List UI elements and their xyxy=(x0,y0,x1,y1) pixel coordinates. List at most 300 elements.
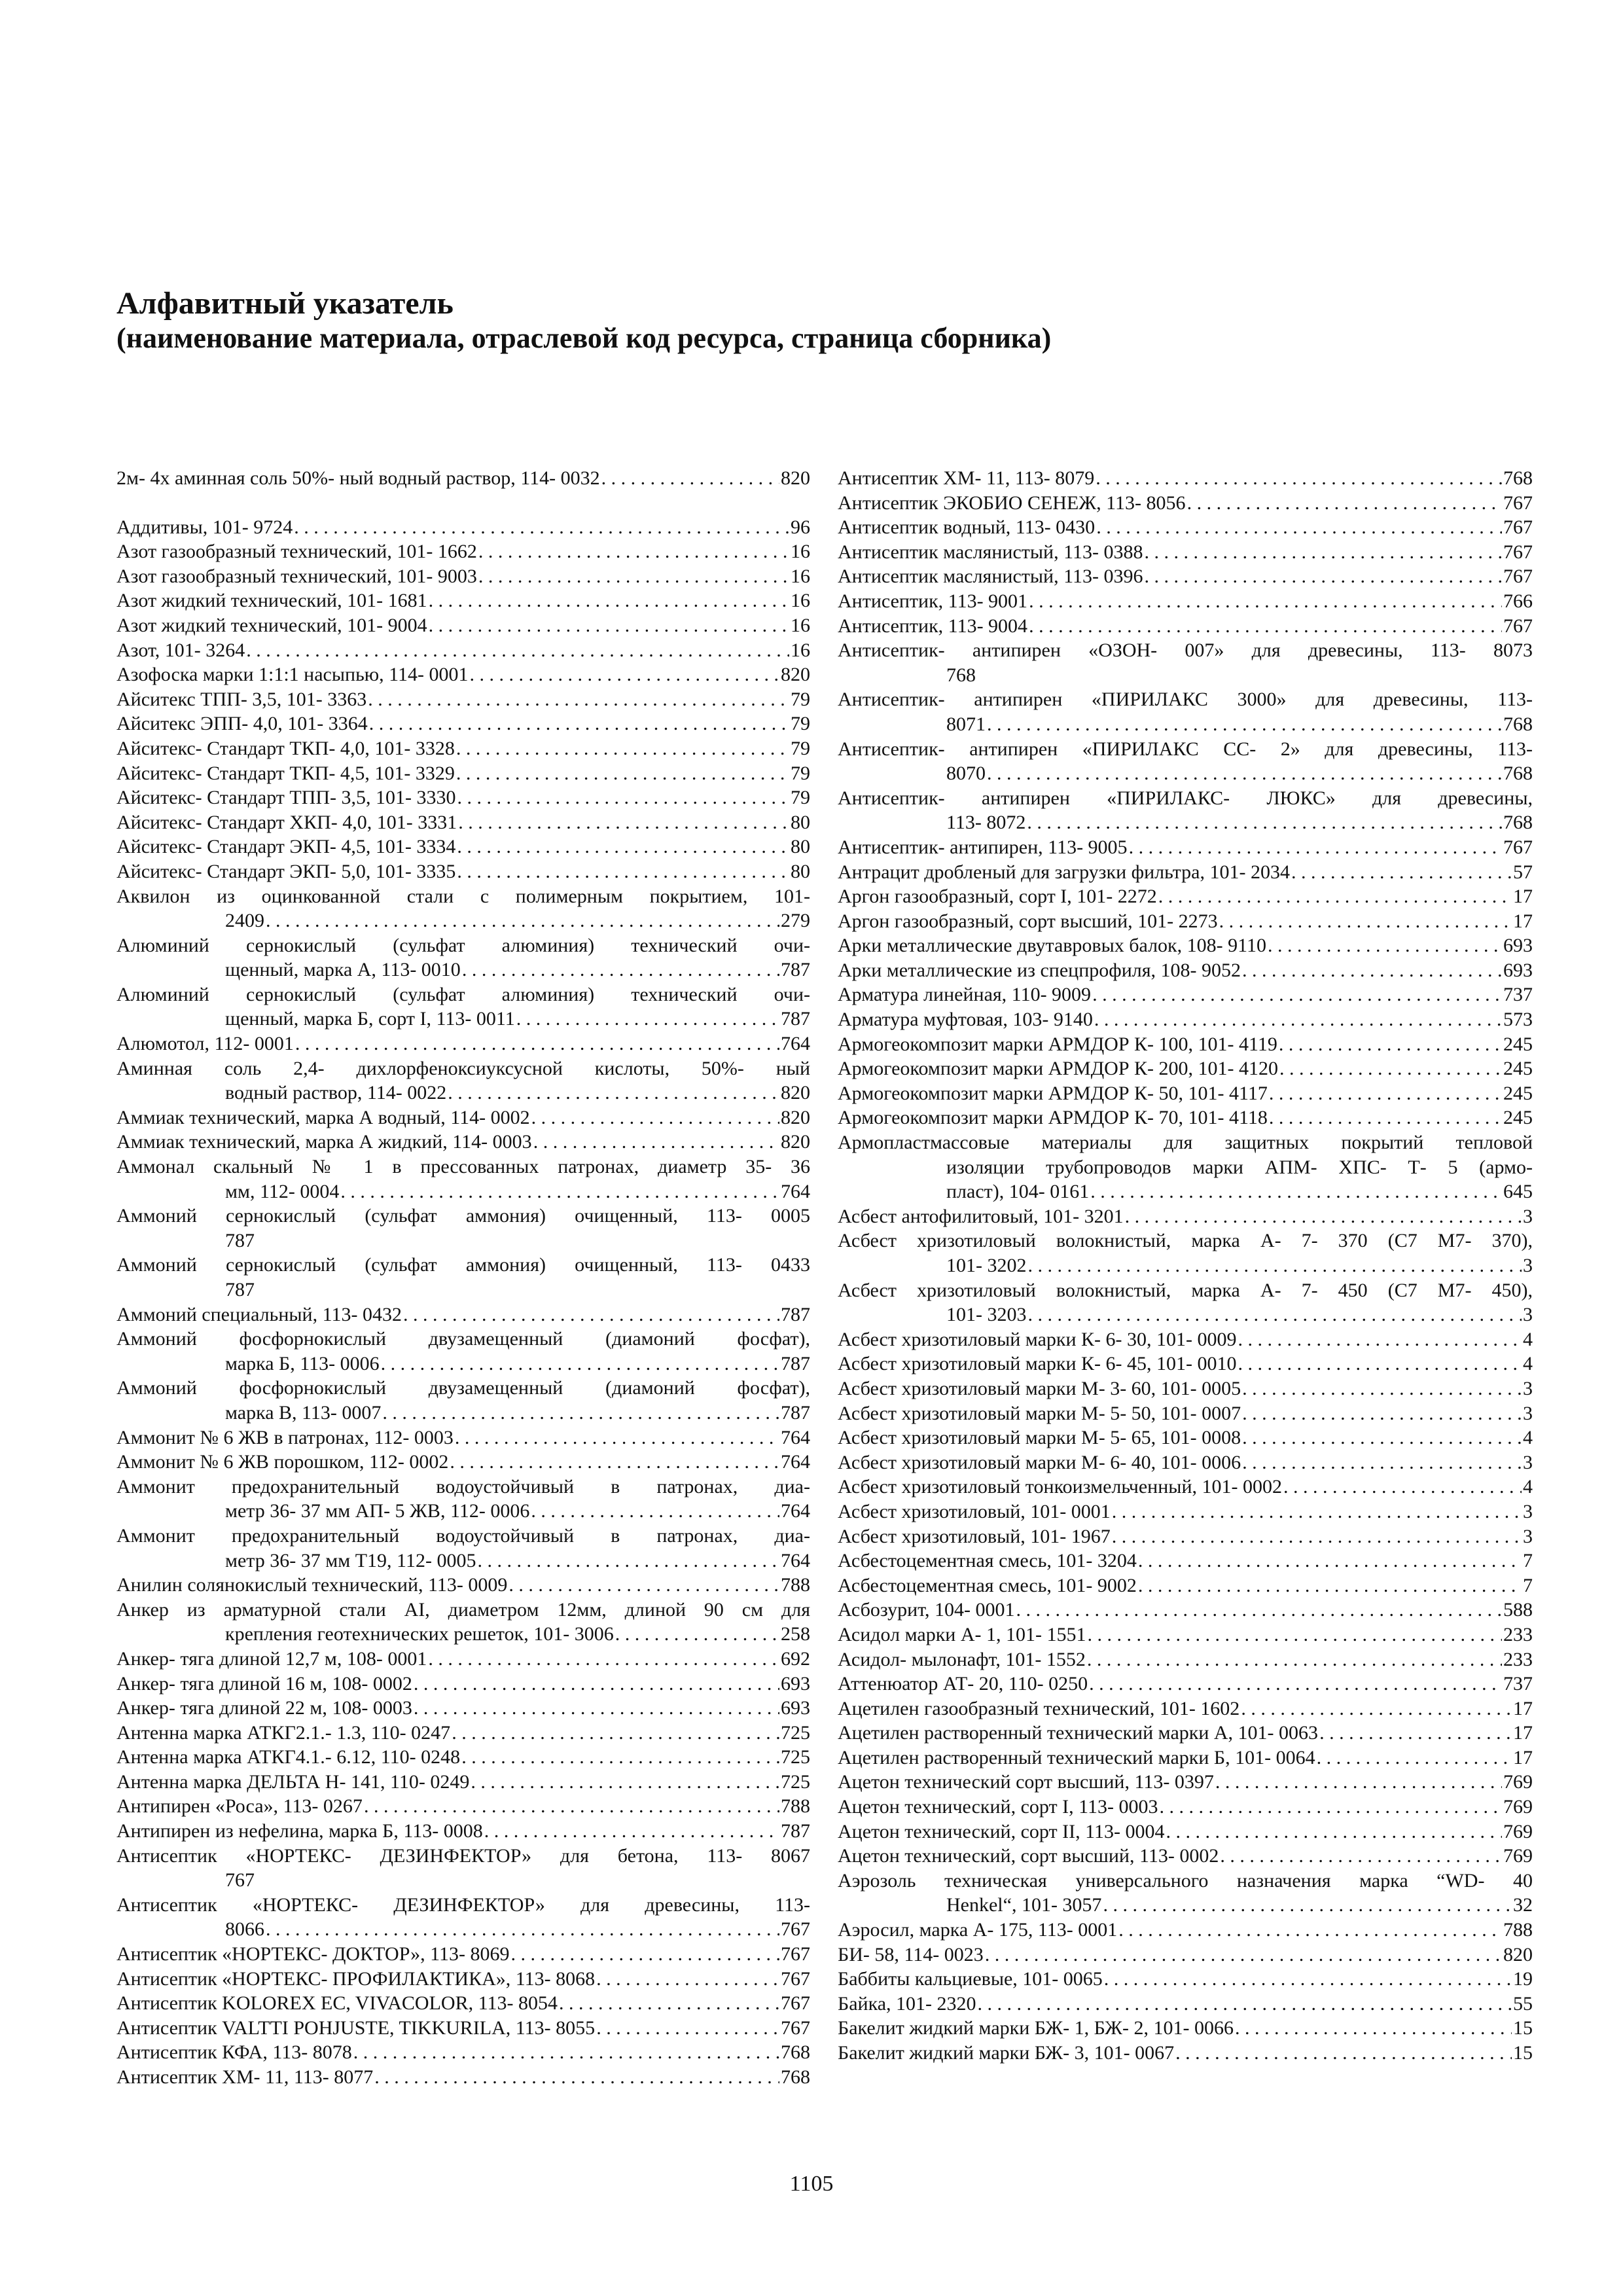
index-entry-text: Айситекс- Стандарт ТКП- 4,5, 101- 3329 xyxy=(116,762,455,784)
index-entry xyxy=(838,1820,1533,1844)
dot-leader xyxy=(369,711,789,736)
index-entry-text: марка Б, 113- 0006 xyxy=(225,1352,380,1374)
index-entry-text: Асбестоцементная смесь, 101- 9002 xyxy=(838,1574,1137,1596)
index-entry-line xyxy=(838,1401,1533,1426)
dot-leader xyxy=(266,1917,779,1942)
index-entry xyxy=(838,909,1533,934)
index-column-left xyxy=(116,466,810,2090)
index-entry-page: 768 xyxy=(781,2041,810,2064)
index-entry xyxy=(116,1967,810,1992)
index-entry-line xyxy=(838,860,1533,885)
index-entry-page: 725 xyxy=(781,1746,810,1768)
index-entry-line xyxy=(838,1844,1533,1869)
dot-leader xyxy=(294,515,789,540)
index-entry-page: 693 xyxy=(1503,959,1533,981)
dot-leader xyxy=(615,1622,779,1647)
index-entry xyxy=(838,687,1533,736)
index-entry xyxy=(116,539,810,564)
index-entry-text: Алюмотол, 112- 0001 xyxy=(116,1033,294,1055)
dot-leader xyxy=(1144,540,1502,565)
dot-leader xyxy=(470,662,779,687)
index-entry-page: 768 xyxy=(781,2066,810,2088)
index-entry-page: 80 xyxy=(791,836,810,858)
index-entry-page: 245 xyxy=(1503,1107,1533,1129)
dot-leader xyxy=(1129,835,1502,860)
dot-leader xyxy=(429,588,789,613)
index-entry-text: водный раствор, 114- 0022 xyxy=(225,1082,447,1104)
index-entry-text: 101- 3203 xyxy=(946,1304,1027,1326)
index-entry-text: Антисептик VALTTI POHJUSTE, TIKKURILA, 113- 8055 xyxy=(116,2017,596,2039)
index-entry-page: 55 xyxy=(1513,1992,1533,2015)
index-entry-line xyxy=(838,1327,1533,1352)
dot-leader xyxy=(516,1007,779,1031)
index-entry-line xyxy=(838,933,1533,958)
index-entry xyxy=(116,1130,810,1155)
index-entry-line: Армопластмассовые материалы для защитных покрытий тепловой xyxy=(838,1132,1533,1154)
index-entry xyxy=(116,761,810,786)
index-entry-page: 692 xyxy=(781,1647,810,1670)
index-entry-page: 4 xyxy=(1523,1427,1533,1449)
index-entry xyxy=(838,1524,1533,1549)
dot-leader xyxy=(478,564,789,589)
index-entry-text: Аттенюатор АТ- 20, 110- 0250 xyxy=(838,1673,1088,1695)
index-entry xyxy=(116,982,810,1031)
index-entry-page: 769 xyxy=(1503,1771,1533,1793)
dot-leader xyxy=(457,785,789,810)
index-entry-text: Байка, 101- 2320 xyxy=(838,1992,976,2015)
index-entry-page: 766 xyxy=(1503,590,1533,612)
dot-leader xyxy=(455,1426,779,1450)
index-entry-text: 8071 xyxy=(946,713,986,735)
index-entry xyxy=(838,1869,1533,1918)
dot-leader xyxy=(1016,1598,1502,1623)
index-entry-text: щенный, марка А, 113- 0010 xyxy=(225,959,461,981)
index-entry xyxy=(116,1672,810,1696)
index-entry-page: 7 xyxy=(1523,1550,1533,1572)
index-entry-text: Арки металлические двутавровых балок, 108- 9110 xyxy=(838,935,1267,957)
dot-leader xyxy=(374,2065,779,2090)
index-entry-text: Азот жидкий технический, 101- 9004 xyxy=(116,614,427,636)
index-entry xyxy=(116,1450,810,1475)
index-entry xyxy=(838,737,1533,786)
index-entry-line xyxy=(116,1130,810,1155)
index-entry-line xyxy=(838,1105,1533,1130)
index-column-right xyxy=(838,466,1533,2066)
index-entry-text: Антисептик KOLOREX EC, VIVACOLOR, 113- 8054 xyxy=(116,1992,558,2015)
dot-leader xyxy=(1028,1253,1522,1278)
index-entry-line xyxy=(116,1031,810,1056)
index-entry-text: 101- 3202 xyxy=(946,1255,1027,1276)
index-entry-line xyxy=(838,589,1533,614)
dot-leader xyxy=(1144,564,1502,589)
index-entry xyxy=(116,687,810,712)
index-entry-line: Аммонит предохранительный водоустойчивый в патронах, диа- xyxy=(116,1524,810,1547)
index-entry-text: Асбест хризотиловый тонкоизмельченный, 101- 0002 xyxy=(838,1476,1282,1498)
dot-leader xyxy=(456,761,789,786)
index-entry-line: Алюминий сернокислый (сульфат алюминия) технический очи- xyxy=(116,934,810,956)
index-entry-text: метр 36- 37 мм АП- 5 ЖВ, 112- 0006 xyxy=(225,1500,530,1522)
index-entry-text: Ацетилен газообразный технический, 101- 1602 xyxy=(838,1697,1240,1719)
index-entry-line xyxy=(838,1426,1533,1450)
index-entry-line: Асбест хризотиловый волокнистый, марка А- 7- 450 (С7 М7- 450), xyxy=(838,1279,1533,1301)
index-entry-text: Асбест хризотиловый марки К- 6- 30, 101- 0009 xyxy=(838,1328,1237,1350)
index-entry-page: 80 xyxy=(791,860,810,882)
dot-leader xyxy=(596,2016,779,2041)
index-entry-page: 4 xyxy=(1523,1328,1533,1350)
dot-leader xyxy=(987,712,1502,737)
index-entry-text: Антисептик- антипирен, 113- 9005 xyxy=(838,836,1128,858)
index-entry-line: Аммоний сернокислый (сульфат аммония) очищенный, 113- 0005 xyxy=(116,1205,810,1227)
dot-leader xyxy=(1238,1352,1522,1376)
index-entry-page: 3 xyxy=(1523,1205,1533,1227)
index-entry-line xyxy=(116,1745,810,1770)
index-entry-line xyxy=(116,2016,810,2041)
dot-leader xyxy=(340,1179,779,1204)
index-entry xyxy=(838,1943,1533,1967)
dot-leader xyxy=(462,958,779,982)
index-entry-line xyxy=(116,1917,810,1942)
index-entry-text: Асбест хризотиловый марки М- 5- 65, 101- 0008 xyxy=(838,1427,1241,1449)
index-entry-text: Азот газообразный технический, 101- 1662 xyxy=(116,541,477,563)
index-entry xyxy=(838,1352,1533,1376)
index-entry-line xyxy=(838,466,1533,491)
index-entry-text: Антисептик, 113- 9004 xyxy=(838,615,1028,637)
index-entry-page: 820 xyxy=(781,1106,810,1128)
dot-leader xyxy=(1279,1056,1502,1081)
index-entry-text: Азофоска марки 1:1:1 насыпью, 114- 0001 xyxy=(116,664,469,686)
index-entry xyxy=(116,1770,810,1795)
index-entry-page: 764 xyxy=(781,1500,810,1522)
index-entry-text: Асбест хризотиловый марки М- 3- 60, 101- 0005 xyxy=(838,1377,1241,1399)
index-entry xyxy=(116,466,810,491)
index-entry-page: 96 xyxy=(791,516,810,538)
index-entry-page: 764 xyxy=(781,1426,810,1448)
index-entry-line xyxy=(838,1598,1533,1623)
index-entry-text: Баббиты кальциевые, 101- 0065 xyxy=(838,1968,1103,1990)
dot-leader xyxy=(1269,1081,1502,1106)
dot-leader xyxy=(1242,1376,1522,1401)
index-entry-text: Асбест хризотиловый марки М- 6- 40, 101- 0006 xyxy=(838,1451,1241,1473)
index-entry xyxy=(838,564,1533,589)
index-entry-line xyxy=(838,1032,1533,1057)
index-entry-line: Антисептик «НОРТЕКС- ДЕЗИНФЕКТОР» для бетона, 113- 8067 xyxy=(116,1844,810,1867)
index-entry-line xyxy=(116,711,810,736)
index-entry-line: Антисептик- антипирен «ПИРИЛАКС- ЛЮКС» для древесины, xyxy=(838,787,1533,809)
index-entry-text: Антипирен из нефелина, марка Б, 113- 0008 xyxy=(116,1820,483,1842)
index-entry-page: 787 xyxy=(225,1279,255,1300)
index-entry-page: 769 xyxy=(1503,1845,1533,1867)
dot-leader xyxy=(484,1819,779,1844)
index-entry xyxy=(838,2041,1533,2066)
index-entry-line xyxy=(116,1770,810,1795)
index-entry-line xyxy=(838,1721,1533,1746)
index-entry xyxy=(838,614,1533,639)
index-entry xyxy=(838,1795,1533,1820)
index-entry-text: Асидол- мылонафт, 101- 1552 xyxy=(838,1648,1086,1670)
dot-leader xyxy=(508,1573,779,1598)
dot-leader xyxy=(1029,614,1502,639)
index-entry-page: 768 xyxy=(946,664,976,686)
index-entry-line xyxy=(838,1992,1533,2017)
index-entry xyxy=(116,1745,810,1770)
index-entry-line xyxy=(838,1081,1533,1106)
index-entry xyxy=(838,1032,1533,1057)
index-entry xyxy=(838,515,1533,540)
index-entry xyxy=(116,1327,810,1376)
index-entry-page: 737 xyxy=(1503,1673,1533,1695)
dot-leader xyxy=(457,859,789,884)
index-entry-line xyxy=(116,662,810,687)
dot-leader xyxy=(1242,1426,1522,1450)
index-entry-page: 3 xyxy=(1523,1451,1533,1473)
dot-leader xyxy=(1087,1647,1502,1672)
dot-leader xyxy=(1090,1179,1502,1204)
dot-leader xyxy=(403,1302,779,1327)
index-entry-line xyxy=(116,1302,810,1327)
index-entry-text: Айситекс ЭПП- 4,0, 101- 3364 xyxy=(116,713,368,735)
index-entry-line xyxy=(116,687,810,712)
index-entry-line xyxy=(116,613,810,638)
index-entry-line xyxy=(838,515,1533,540)
index-entry-line xyxy=(838,1918,1533,1943)
index-entry-line xyxy=(838,1204,1533,1229)
index-entry-line xyxy=(116,1450,810,1475)
dot-leader xyxy=(1269,1105,1502,1130)
index-entry-text: БИ- 58, 114- 0023 xyxy=(838,1943,984,1965)
index-entry-line xyxy=(116,810,810,835)
index-entry-line xyxy=(838,1056,1533,1081)
index-entry xyxy=(116,1696,810,1721)
index-entry-page: 787 xyxy=(225,1229,255,1251)
index-entry xyxy=(838,1746,1533,1770)
index-entry-page: 725 xyxy=(781,1721,810,1744)
index-entry xyxy=(838,1450,1533,1475)
index-entry xyxy=(838,1672,1533,1696)
index-entry xyxy=(116,1031,810,1056)
index-entry-line xyxy=(116,958,810,982)
index-entry-page: 820 xyxy=(781,664,810,686)
index-entry xyxy=(116,1105,810,1130)
index-entry-text: Азот жидкий технический, 101- 1681 xyxy=(116,590,427,612)
dot-leader xyxy=(1094,1007,1502,1032)
index-entry-line xyxy=(838,1696,1533,1721)
index-entry-line xyxy=(116,1007,810,1031)
index-entry-line: Аминная соль 2,4- дихлорфеноксиуксусной кислоты, 50%- ный xyxy=(116,1057,810,1079)
index-entry-text: Антисептик маслянистый, 113- 0396 xyxy=(838,565,1143,588)
page-subtitle: (наименование материала, отраслевой код ресурса, страница сборника) xyxy=(116,322,1052,354)
index-entry-line xyxy=(116,1401,810,1426)
dot-leader xyxy=(1125,1204,1522,1229)
index-entry-text: Аммонит № 6 ЖВ в патронах, 112- 0003 xyxy=(116,1426,454,1448)
index-entry-line xyxy=(838,1376,1533,1401)
index-entry-line xyxy=(838,1475,1533,1499)
dot-leader xyxy=(1029,589,1502,614)
index-entry xyxy=(116,1475,810,1524)
index-entry-line xyxy=(838,1943,1533,1967)
dot-leader xyxy=(1096,466,1502,491)
index-entry-text: Антисептик КФА, 113- 8078 xyxy=(116,2041,352,2064)
index-entry xyxy=(116,810,810,835)
index-entry-text: Антрацит дробленый для загрузки фильтра, 101- 2034 xyxy=(838,861,1290,883)
index-entry-page: 15 xyxy=(1513,2042,1533,2064)
dot-leader xyxy=(533,1130,779,1155)
dot-leader xyxy=(1092,982,1502,1007)
index-entry xyxy=(116,1426,810,1450)
index-entry xyxy=(838,491,1533,516)
dot-leader xyxy=(1215,1770,1502,1795)
index-entry-text: Аммонит № 6 ЖВ порошком, 112- 0002 xyxy=(116,1451,449,1473)
index-entry-line xyxy=(116,1499,810,1524)
dot-leader xyxy=(448,1081,779,1105)
index-entry-page: 3 xyxy=(1523,1500,1533,1522)
index-entry-text: Аргон газообразный, сорт I, 101- 2272 xyxy=(838,886,1157,908)
index-entry-text: Армогеокомпозит марки АРМДОР К- 50, 101- 4117 xyxy=(838,1082,1268,1104)
index-entry-text: Ацетон технический, сорт II, 113- 0004 xyxy=(838,1820,1165,1842)
index-entry-page: 588 xyxy=(1503,1599,1533,1621)
index-entry xyxy=(116,1056,810,1105)
dot-leader xyxy=(414,1696,779,1721)
index-entry-page: 725 xyxy=(781,1770,810,1793)
index-entry xyxy=(838,1549,1533,1573)
index-entry-line: Аквилон из оцинкованной стали с полимерным покрытием, 101- xyxy=(116,885,810,907)
index-entry xyxy=(838,2016,1533,2041)
index-entry xyxy=(838,1844,1533,1869)
index-entry xyxy=(116,1204,810,1253)
index-entry-page: 79 xyxy=(791,762,810,784)
index-entry-page: 787 xyxy=(781,959,810,981)
index-entry-line xyxy=(838,1820,1533,1844)
index-entry-line xyxy=(116,638,810,663)
index-entry xyxy=(116,613,810,638)
index-entry-line xyxy=(838,1524,1533,1549)
index-entry xyxy=(116,1376,810,1425)
index-entry xyxy=(838,1721,1533,1746)
index-entry xyxy=(116,1893,810,1942)
dot-leader xyxy=(511,1942,779,1967)
index-entry-line xyxy=(116,466,810,491)
index-entry xyxy=(838,638,1533,687)
index-entry xyxy=(838,1426,1533,1450)
dot-leader xyxy=(985,1943,1502,1967)
index-entry-text: 8066 xyxy=(225,1918,264,1941)
dot-leader xyxy=(1238,1327,1522,1352)
dot-leader xyxy=(1268,933,1502,958)
index-entry-line xyxy=(838,2041,1533,2066)
index-entry-text: Айситекс- Стандарт ХКП- 4,0, 101- 3331 xyxy=(116,811,457,833)
index-entry-line: Аммоний фосфорнокислый двузамещенный (диамоний фосфат), xyxy=(116,1328,810,1350)
index-entry-text: Ацетон технический, сорт высший, 113- 0002 xyxy=(838,1845,1219,1867)
index-entry-line xyxy=(838,1795,1533,1820)
dot-leader xyxy=(1112,1499,1522,1524)
index-entry xyxy=(838,1327,1533,1352)
index-entry-line xyxy=(838,540,1533,565)
index-entry-line: Аммоний фосфорнокислый двузамещенный (диамоний фосфат), xyxy=(116,1377,810,1399)
index-entry-line: изоляции трубопроводов марки АПМ- ХПС- Т- 5 (армо- xyxy=(946,1156,1533,1178)
index-entry-text: Аддитивы, 101- 9724 xyxy=(116,516,293,538)
index-entry-line xyxy=(838,982,1533,1007)
dot-leader xyxy=(450,1450,779,1475)
index-entry-page: 79 xyxy=(791,688,810,710)
index-entry xyxy=(116,2040,810,2065)
dot-leader xyxy=(1319,1721,1512,1746)
index-entry xyxy=(116,1819,810,1844)
index-entry-text: Аргон газообразный, сорт высший, 101- 2273 xyxy=(838,910,1218,932)
index-entry-line: Антисептик- антипирен «ПИРИЛАКС СС- 2» для древесины, 113- xyxy=(838,738,1533,760)
dot-leader xyxy=(295,1031,779,1056)
index-entry-line xyxy=(838,2016,1533,2041)
index-entry-page: 17 xyxy=(1513,1746,1533,1768)
index-entry xyxy=(838,1278,1533,1327)
index-entry-page: 57 xyxy=(1513,861,1533,883)
index-entry-page: 279 xyxy=(781,910,810,932)
index-entry-line xyxy=(838,884,1533,909)
index-entry-page: 79 xyxy=(791,787,810,809)
index-entry-page: 767 xyxy=(781,2017,810,2039)
index-entry-text: Антенна марка АТКГ2.1.- 1.3, 110- 0247 xyxy=(116,1721,451,1744)
dot-leader xyxy=(382,1401,779,1426)
dot-leader xyxy=(531,1105,779,1130)
index-entry-text: Антисептик ХМ- 11, 113- 8079 xyxy=(838,467,1095,489)
index-entry xyxy=(838,1647,1533,1672)
index-entry-page: 16 xyxy=(791,541,810,563)
dot-leader xyxy=(978,1992,1512,2017)
dot-leader xyxy=(1088,1623,1503,1647)
index-entry-line: Антисептик «НОРТЕКС- ДЕЗИНФЕКТОР» для древесины, 113- xyxy=(116,1893,810,1916)
index-entry-line xyxy=(838,1352,1533,1376)
index-entry-page: 245 xyxy=(1503,1082,1533,1104)
index-entry xyxy=(116,933,810,982)
index-entry xyxy=(838,1376,1533,1401)
index-entry-text: 113- 8072 xyxy=(946,812,1026,834)
index-entry-page: 3 xyxy=(1523,1377,1533,1399)
index-entry-line: Антисептик- антипирен «ПИРИЛАКС 3000» для древесины, 113- xyxy=(838,689,1533,711)
index-entry-line xyxy=(116,1672,810,1696)
dot-leader xyxy=(414,1672,779,1696)
index-entry-page: 820 xyxy=(781,467,810,489)
page-number: 1105 xyxy=(789,2172,834,2196)
index-entry-page: 767 xyxy=(781,1943,810,1965)
index-entry-text: Ацетон технический сорт высший, 113- 0397 xyxy=(838,1771,1214,1793)
index-entry-line xyxy=(838,614,1533,639)
index-entry-page: 17 xyxy=(1513,910,1533,932)
index-entry xyxy=(838,982,1533,1007)
index-entry xyxy=(838,1918,1533,1943)
index-entry-line xyxy=(116,1721,810,1746)
index-entry-page: 767 xyxy=(781,1992,810,2015)
index-entry-page: 17 xyxy=(1513,1722,1533,1744)
index-entry-page: 645 xyxy=(1503,1181,1533,1203)
index-entry xyxy=(116,2016,810,2041)
index-entry-line xyxy=(838,1647,1533,1672)
index-entry-text: Асбест антофилитовый, 101- 3201 xyxy=(838,1205,1124,1227)
index-entry-line xyxy=(116,2065,810,2090)
index-entry-page: 3 xyxy=(1523,1402,1533,1424)
index-entry-page: 737 xyxy=(1503,984,1533,1006)
dot-leader xyxy=(1317,1746,1512,1770)
index-entry xyxy=(116,736,810,761)
dot-leader xyxy=(477,1549,779,1573)
index-entry-line xyxy=(116,736,810,761)
index-entry-page: 787 xyxy=(781,1352,810,1374)
index-entry-line xyxy=(838,835,1533,860)
index-entry-text: Айситекс ТПП- 3,5, 101- 3363 xyxy=(116,688,367,710)
index-entry-text: Айситекс- Стандарт ТКП- 4,0, 101- 3328 xyxy=(116,737,455,759)
index-entry-line: Анкер из арматурной стали АI, диаметром 12мм, длиной 90 см для xyxy=(116,1598,810,1621)
index-entry-page: 16 xyxy=(791,565,810,587)
index-entry-text: мм, 112- 0004 xyxy=(225,1180,340,1202)
index-entry-text: пласт), 104- 0161 xyxy=(946,1181,1090,1203)
index-entry-text: крепления геотехнических решеток, 101- 3006 xyxy=(225,1623,614,1645)
